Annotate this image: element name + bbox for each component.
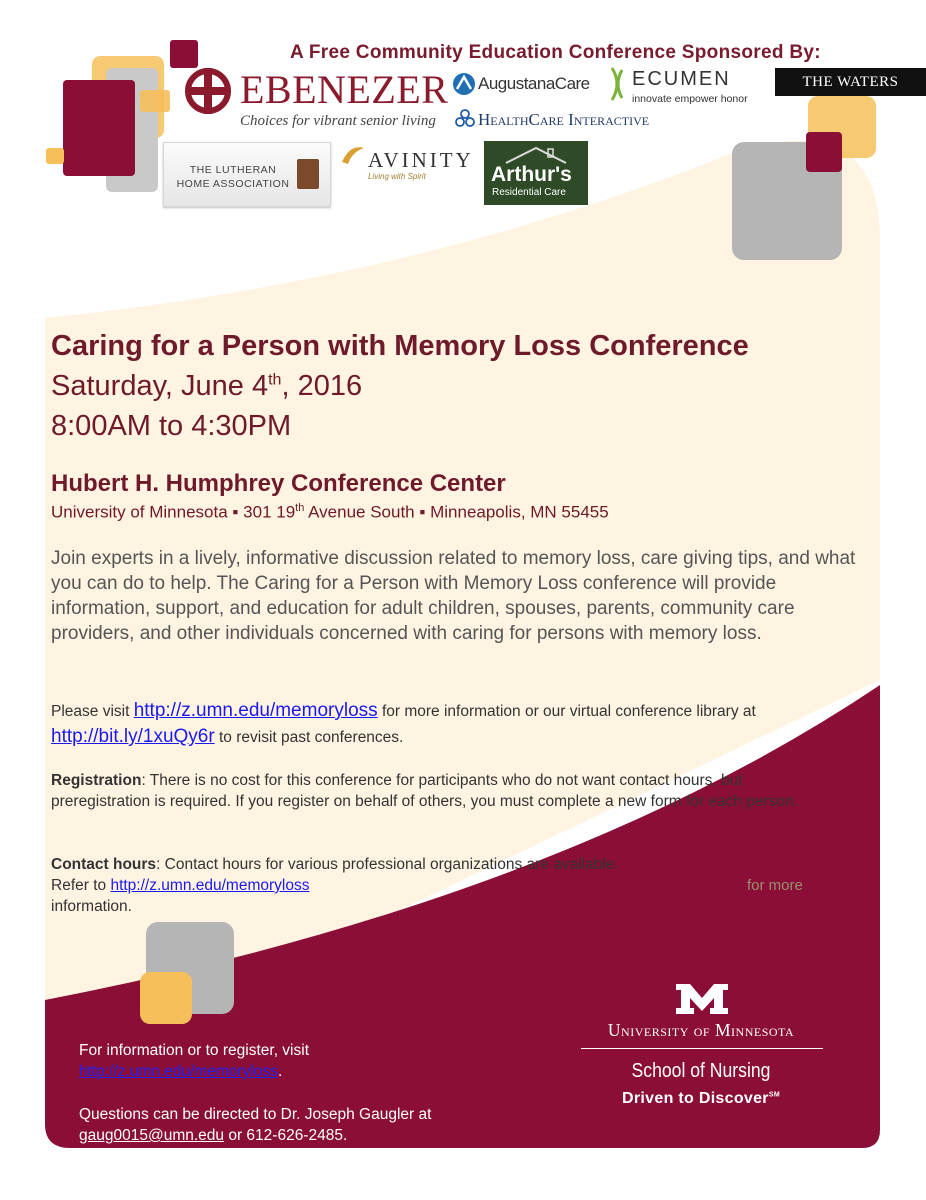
past-conferences-link[interactable]: http://bit.ly/1xuQy6r	[51, 726, 215, 747]
contact-hours-label: Contact hours	[51, 856, 157, 873]
avinity-logo-icon	[340, 142, 366, 168]
bottom-left-squares-graphic	[140, 922, 234, 1024]
memoryloss-link[interactable]: http://z.umn.edu/memoryloss	[133, 700, 378, 721]
conference-time: 8:00AM to 4:30PM	[51, 410, 292, 442]
register-link[interactable]: http://z.umn.edu/memoryloss	[79, 1063, 278, 1080]
arthurs-logo	[484, 141, 588, 205]
arthurs-logo-name: Arthur's	[491, 163, 572, 186]
healthcare-interactive-logo-text: HealthCare Interactive	[478, 110, 650, 129]
ecumen-logo-icon	[608, 66, 630, 102]
house-icon	[504, 145, 568, 165]
umn-divider	[581, 1048, 823, 1049]
ecumen-logo-text: ECUMEN	[632, 68, 731, 90]
the-waters-logo: THE WATERS	[775, 68, 926, 96]
registration-label: Registration	[51, 772, 142, 789]
contact-hours-link[interactable]: http://z.umn.edu/memoryloss	[110, 877, 310, 894]
lutheran-home-logo	[163, 142, 331, 207]
augustana-logo-text: AugustanaCare	[478, 74, 590, 93]
cross-icon	[297, 159, 319, 189]
contact-hours-paragraph: Contact hours: Contact hours for various professional organizations are available. Refer to http://z.umn.edu/memoryloss information.	[51, 856, 619, 915]
umn-school: School of Nursing	[631, 1060, 771, 1082]
conference-date: Saturday, June 4th, 2016	[51, 370, 363, 402]
visit-paragraph: Please visit http://z.umn.edu/memoryloss for more information or our virtual conference library at http://bit.ly/1xuQy6r to revisit past conferences.	[51, 700, 756, 747]
umn-block-m-icon	[676, 984, 728, 1014]
umn-driven-tagline: Driven to Discover℠	[622, 1090, 780, 1107]
healthcare-interactive-logo-icon	[454, 108, 476, 130]
ebenezer-logo-icon	[184, 66, 236, 116]
footer-questions: Questions can be directed to Dr. Joseph Gaugler at gaug0015@umn.edu or 612-626-2485.	[79, 1106, 432, 1144]
umn-name: University of Minnesota	[607, 1020, 795, 1040]
augustana-logo-icon	[452, 72, 476, 96]
venue-name: Hubert H. Humphrey Conference Center	[51, 470, 506, 497]
ebenezer-tagline: Choices for vibrant senior living	[240, 113, 436, 129]
conference-title: Caring for a Person with Memory Loss Conference	[51, 330, 749, 362]
ecumen-tagline: innovate empower honor	[632, 93, 748, 105]
sponsor-heading: A Free Community Education Conference Sponsored By:	[290, 42, 821, 63]
ebenezer-name: EBENEZER	[240, 67, 449, 112]
avinity-tagline: Living with Spirit	[368, 172, 426, 181]
venue-address: University of Minnesota ▪ 301 19th Avenue South ▪ Minneapolis, MN 55455	[51, 502, 609, 522]
registration-paragraph: Registration: There is no cost for this conference for participants who do not want contact hours, but preregistration is required. If you register on behalf of others, you must complete a new form for each person.	[51, 772, 798, 810]
avinity-logo-text: AVINITY	[368, 148, 474, 172]
lutheran-home-logo-text: THE LUTHERAN HOME ASSOCIATION	[176, 164, 290, 190]
description-paragraph: Join experts in a lively, informative discussion related to memory loss, care giving tips, and what you can do to help. The Caring for a Person with Memory Loss conference will provide information, support, and education for adult children, spouses, parents, community care providers, and other individuals concerned with caring for persons with memory loss.	[51, 548, 856, 644]
arthurs-logo-sub: Residential Care	[492, 187, 566, 198]
email-link[interactable]: gaug0015@umn.edu	[79, 1127, 225, 1144]
for-more-text: for more	[747, 877, 803, 894]
footer-register-info: For information or to register, visit http://z.umn.edu/memoryloss.	[79, 1042, 309, 1080]
